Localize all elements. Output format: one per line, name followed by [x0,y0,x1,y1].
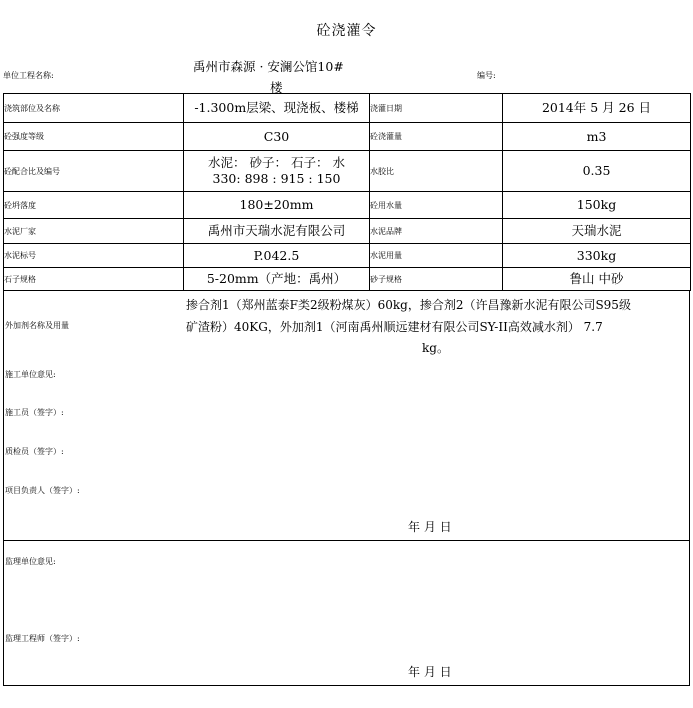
admixture-label: 外加剂名称及用量 [5,321,69,330]
mix-ratio-numbers: 330: 898 : 915 : 150 [212,171,341,186]
project-leader-sign-label: 项目负责人（签字）: [5,486,80,495]
sand-spec-value: 鲁山 中砂 [503,268,691,291]
admixture-line-1: 掺合剂1（郑州蓝泰F类2级粉煤灰）60kg，掺合剂2（许昌豫新水泥有限公司S95级 [186,298,631,312]
strength-grade-label: 砼强度等级 [4,123,184,151]
strength-grade-value: C30 [184,123,370,151]
water-binder-label: 水胶比 [370,151,503,192]
cement-amount-label: 水泥用量 [370,244,503,268]
supervision-engineer-sign-label: 监理工程师（签字）: [5,634,80,643]
cement-grade-label: 水泥标号 [4,244,184,268]
stone-spec-label: 石子规格 [4,268,184,291]
water-amount-value: 150kg [503,192,691,219]
unit-project-label: 单位工程名称: [3,71,54,80]
table-row [4,94,691,123]
construction-date: 年 月 日 [408,520,452,534]
construction-opinion-label: 施工单位意见: [5,370,56,379]
page-title: 砼浇灌令 [316,23,377,39]
number-label: 编号: [477,71,496,80]
table-row [4,219,691,244]
table-row [4,151,691,192]
table-row [4,192,691,219]
concrete-spec-table [3,93,691,291]
quality-inspector-sign-label: 质检员（签字）: [5,447,64,456]
slump-value: 180±20mm [184,192,370,219]
cement-maker-value: 禹州市天瑞水泥有限公司 [184,219,370,244]
table-row [4,268,691,291]
admixture-line-3: kg。 [422,341,449,355]
pour-date-label: 浇灌日期 [370,94,503,123]
pour-location-value: -1.300m层梁、现浇板、楼梯 [184,94,370,123]
pour-location-label: 浇筑部位及名称 [4,94,184,123]
cement-brand-label: 水泥品牌 [370,219,503,244]
pour-date-value: 2014年 5 月 26 日 [503,94,691,123]
unit-project-value-cont: 楼 [270,80,283,95]
slump-label: 砼坍落度 [4,192,184,219]
cement-grade-value: P.042.5 [184,244,370,268]
cement-brand-value: 天瑞水泥 [503,219,691,244]
pour-volume-value: m3 [503,123,691,151]
admixture-line-2: 矿渣粉）40KG，外加剂1（河南禹州顺远建材有限公司SY-II高效减水剂） 7.7 [186,320,603,334]
mix-ratio-label: 砼配合比及编号 [4,151,184,192]
unit-project-value: 禹州市森源 · 安澜公馆10# [193,59,344,74]
pour-volume-label: 砼浇灌量 [370,123,503,151]
table-row [4,123,691,151]
construction-worker-sign-label: 施工员（签字）: [5,408,64,417]
cement-amount-value: 330kg [503,244,691,268]
stone-spec-value: 5-20mm（产地：禹州） [184,268,370,291]
water-binder-value: 0.35 [503,151,691,192]
mix-ratio-header: 水泥： 砂子： 石子： 水 [208,155,345,170]
table-row [4,244,691,268]
mix-ratio-value [184,151,370,192]
sand-spec-label: 砂子规格 [370,268,503,291]
water-amount-label: 砼用水量 [370,192,503,219]
cement-maker-label: 水泥厂家 [4,219,184,244]
supervision-opinion-label: 监理单位意见: [5,557,56,566]
supervision-date: 年 月 日 [408,665,452,679]
